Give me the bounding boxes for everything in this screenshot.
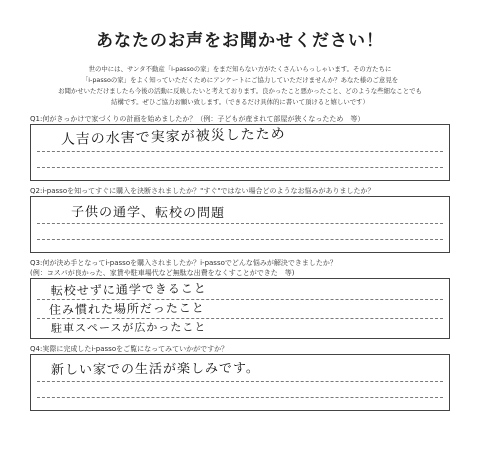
answer-4-line-1: 新しい家での生活が楽しみです。 xyxy=(50,361,260,378)
answer-rule xyxy=(37,223,443,224)
page-title: あなたのお声をお聞かせください！ xyxy=(96,31,384,51)
answer-box-1 xyxy=(30,124,450,181)
answer-rule xyxy=(37,397,443,398)
answer-2-line-1: 子供の通学、転校の問題 xyxy=(71,205,226,222)
answer-3-line-3: 駐車スペースが広かったこと xyxy=(50,320,207,336)
answer-3-line-1: 転校せずに通学できること xyxy=(50,281,207,299)
question-3-label: Q3:何が決め手となってi-passoを購入されましたか？i-passoでどんな悩みが解決できましたか？ (例：コスパが良かった、家賃や駐車場代など無駄な出費をなくすことができた 等) xyxy=(30,259,337,277)
question-1-label: Q1:何がきっかけで家づくりの計画を始めましたか？（例：子どもが産まれて部屋が狭くなったため 等） xyxy=(30,115,365,123)
answer-box-2 xyxy=(30,196,450,253)
answer-rule xyxy=(37,167,443,168)
answer-rule xyxy=(37,239,443,240)
intro-text: 世の中には、サンタ不動産「i-passoの家」をまだ知らない方がたくさんいらっしゃいます。その方たちに 「i-passoの家」をよく知っていただくためにアンケートにご協力していただけませんか？あなた様のご意見を お聞かせいただけましたら今後の活動に反映したいと考えております。良かったこと悪かったこと、どのような些細なことでも 結構です。ぜひご協力お願い致します。（できるだけ具体的に書いて頂けると嬉しいです） xyxy=(58,65,422,106)
answer-3-line-2: 住み慣れた場所だったこと xyxy=(48,300,205,318)
answer-box-3 xyxy=(30,278,450,339)
question-2-label: Q2:i-passoを知ってすぐに購入を決断されましたか？"すぐ"ではない場合どのようなお悩みがありましたか？ xyxy=(30,187,375,195)
question-4-label: Q4:実際に完成したi-passoをご覧になってみていかがですか？ xyxy=(30,345,229,353)
answer-1-line-1: 人吉の水害で実家が被災したため xyxy=(60,126,286,149)
answer-rule xyxy=(37,151,443,152)
answer-box-4 xyxy=(30,354,450,411)
answer-rule xyxy=(37,381,443,382)
